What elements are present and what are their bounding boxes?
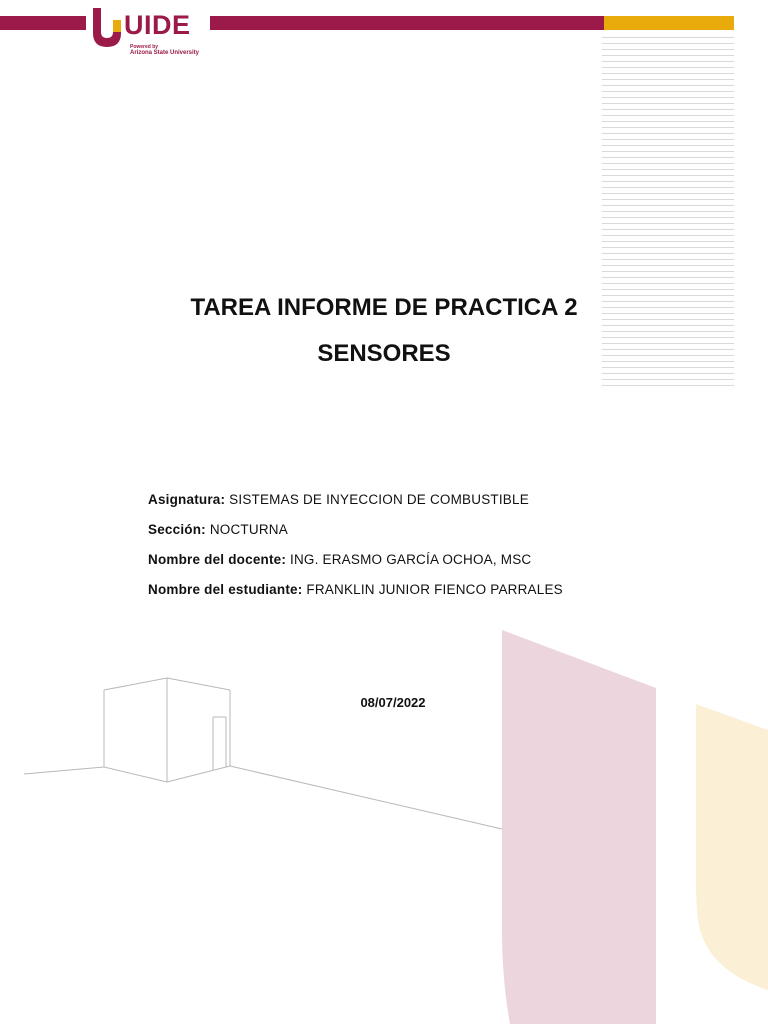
document-date: 08/07/2022	[360, 695, 426, 710]
info-row-seccion	[148, 520, 563, 550]
info-label: Asignatura:	[148, 492, 226, 507]
info-label: Sección:	[148, 522, 206, 537]
info-value: ING. ERASMO GARCÍA OCHOA, MSC	[290, 552, 532, 567]
yellow-arch-shape	[696, 704, 768, 990]
logo-asu: Arizona State University	[130, 50, 200, 56]
info-row-asignatura	[148, 490, 563, 520]
header-stripe-panel	[602, 32, 734, 390]
document-title: TAREA INFORME DE PRACTICA 2	[190, 294, 578, 321]
info-row-estudiante	[148, 580, 563, 610]
header-bar-maroon	[210, 16, 604, 30]
uide-logo	[90, 6, 215, 58]
info-value: NOCTURNA	[209, 522, 288, 537]
info-row-docente	[148, 550, 563, 580]
pink-arch-shape	[502, 630, 656, 1024]
logo-powered-by: Powered by	[130, 44, 159, 50]
header-bar-gold	[604, 16, 734, 30]
info-value: FRANKLIN JUNIOR FIENCO PARRALES	[306, 582, 563, 597]
logo-wordmark: UIDE	[124, 10, 191, 40]
info-label: Nombre del estudiante:	[148, 582, 303, 597]
uide-u-icon	[90, 6, 124, 50]
info-label: Nombre del docente:	[148, 552, 287, 567]
info-value: SISTEMAS DE INYECCION DE COMBUSTIBLE	[229, 492, 529, 507]
document-subtitle: SENSORES	[317, 340, 451, 367]
header-bar-left	[0, 16, 86, 30]
document-info-block	[148, 490, 563, 610]
